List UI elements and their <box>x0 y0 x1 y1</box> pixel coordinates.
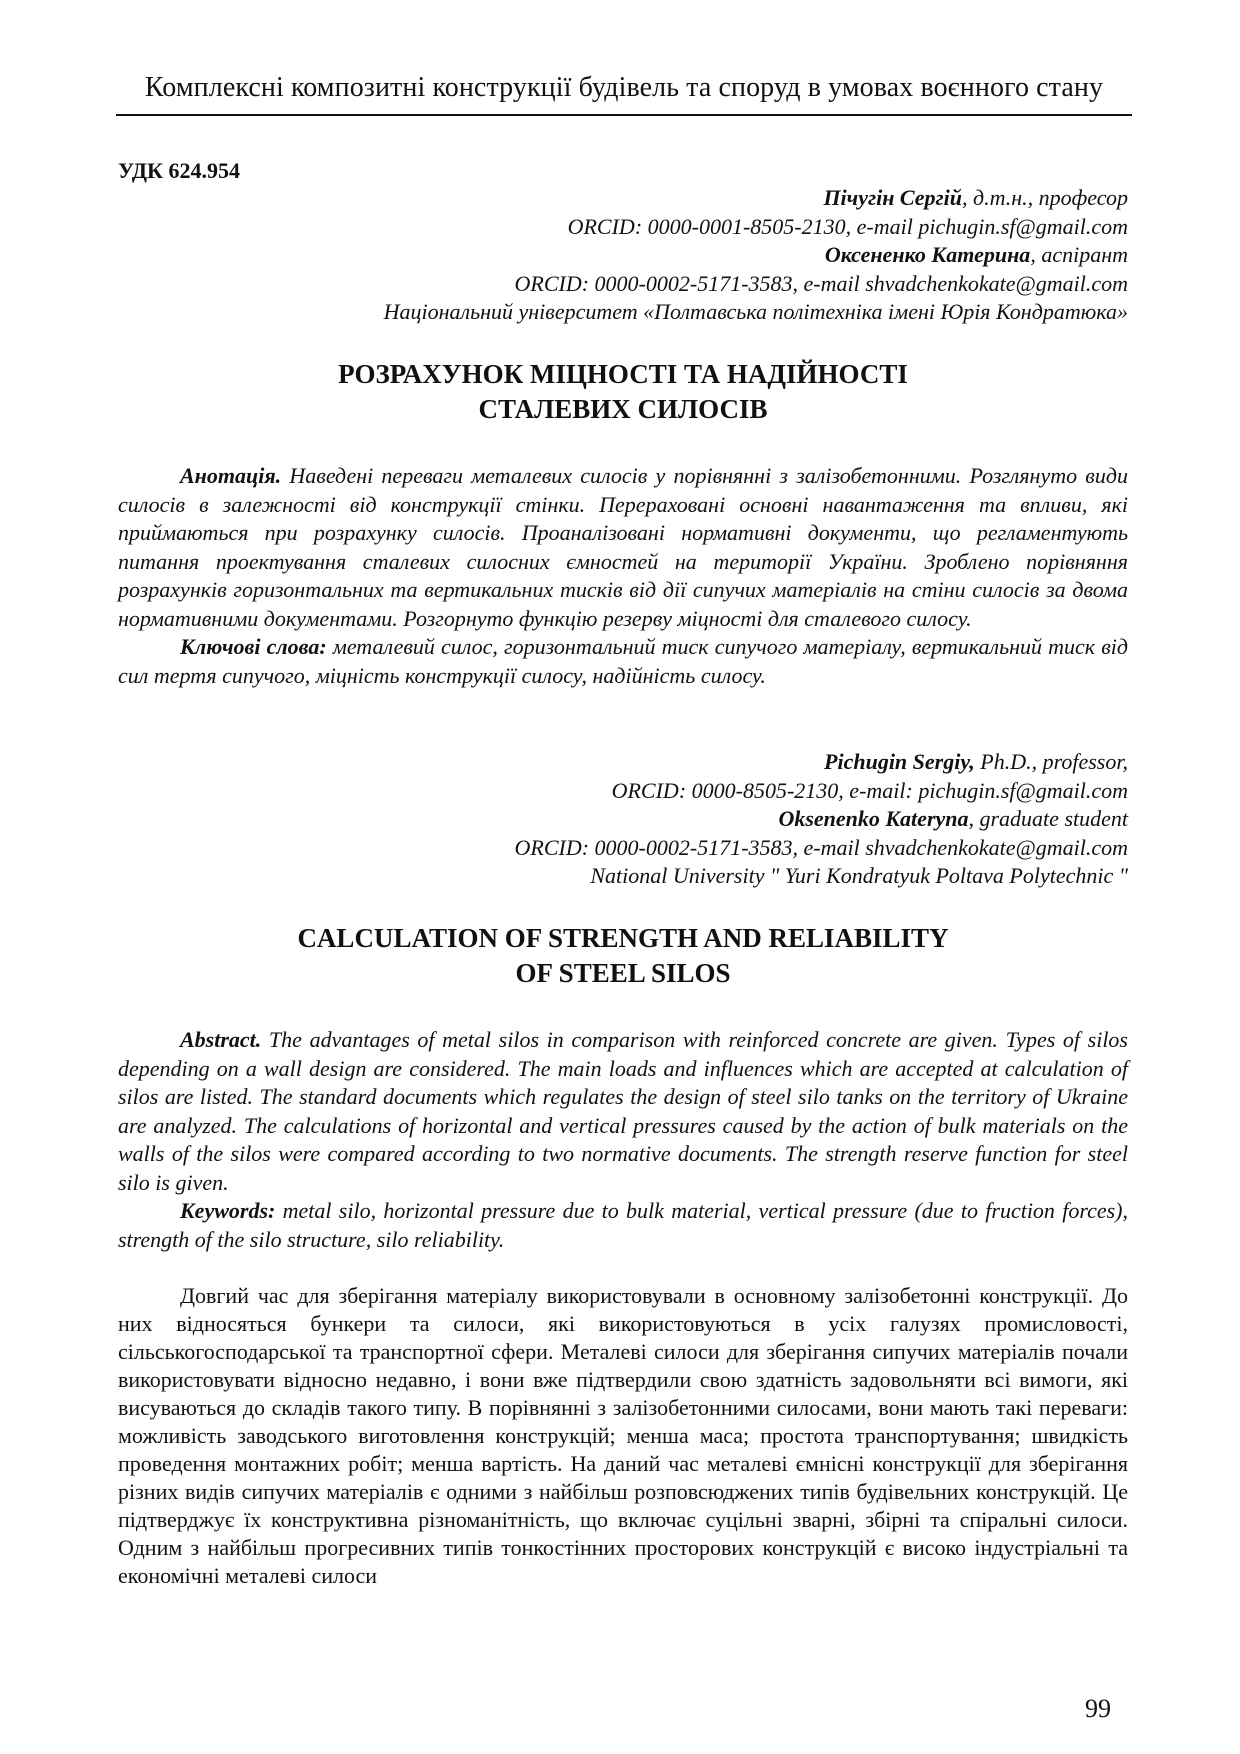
body-paragraph: Довгий час для зберігання матеріалу використовували в основному залізобетонні конструкції. До них відносяться бункери та силоси, які використовуються в усіх галузях промисловості, сільськогосподарської та транспортної сфери. Металеві силоси для зберігання сипучих матеріалів почали використовувати відносно недавно, і вони вже підтвердили свою здатність задовольняти всі вимоги, які висуваються до складів такого типу. В порівнянні з залізобетонними силосами, вони мають такі переваги: можливість заводського виготовлення конструкцій; менша маса; простота транспортування; швидкість проведення монтажних робіт; менша вартість. На даний час металеві ємнісні конструкції для зберігання різних видів сипучих матеріалів є одними з найбільш розповсюджених типів будівельних конструкцій. Це підтверджує їх конструктивна різноманітність, що включає суцільні зварні, збірні та спіральні силоси. Одним з найбільш прогресивних типів тонкостінних просторових конструкцій є високо індустріальні та економічні металеві силоси <box>118 1283 1128 1588</box>
title-ua <box>118 357 1128 427</box>
author1-en <box>118 748 1128 777</box>
author1-ua-name: Пічугін Сергій <box>823 185 962 210</box>
abstract-ua-label: Анотація. <box>180 463 282 488</box>
abstract-ua-paragraph <box>118 462 1128 633</box>
author1-en-name: Pichugin Sergiy, <box>824 749 975 774</box>
author2-ua-name: Оксененко Катерина <box>824 242 1031 267</box>
author2-ua <box>118 241 1128 270</box>
author2-en <box>118 805 1128 834</box>
institution-en: National University " Yuri Kondratyuk Poltava Polytechnic " <box>590 863 1128 888</box>
author2-en-role: , graduate student <box>968 806 1128 831</box>
abstract-en-text: The advantages of metal silos in comparison with reinforced concrete are given. Types of silos depending on a wall design are considered. The main loads and influences which are accepted at calculation of silos are listed. The standard documents which regulates the design of steel silo tanks on the territory of Ukraine are analyzed. The calculations of horizontal and vertical pressures caused by the action of bulk materials on the walls of the silos were compared according to two normative documents. The strength reserve function for steel silo is given. <box>118 1027 1128 1195</box>
udk-code: УДК 624.954 <box>118 158 241 183</box>
author1-ua-orcid: ORCID: 0000-0001-8505-2130, e-mail pichugin.sf@gmail.com <box>567 213 1128 239</box>
author1-en-role: Ph.D., professor, <box>974 749 1128 774</box>
abstract-en-label: Abstract. <box>180 1027 262 1052</box>
author1-ua <box>118 184 1128 213</box>
author2-en-name: Oksenenko Kateryna <box>778 806 969 831</box>
title-en <box>118 921 1128 991</box>
author2-ua-orcid: ORCID: 0000-0002-5171-3583, e-mail shvadchenkokate@gmail.com <box>514 270 1128 296</box>
institution-ua: Національний університет «Полтавська політехніка імені Юрія Кондратюка» <box>383 299 1128 324</box>
title-en-line1: CALCULATION OF STRENGTH AND RELIABILITY <box>297 923 949 953</box>
abstract-ua <box>118 462 1128 690</box>
keywords-ua-paragraph <box>118 633 1128 690</box>
author2-ua-role: , аспірант <box>1030 242 1128 267</box>
author1-en-orcid: ORCID: 0000-8505-2130, e-mail: pichugin.sf@gmail.com <box>611 777 1128 803</box>
keywords-ua-text: металевий силос, горизонтальний тиск сипучого матеріалу, вертикальний тиск від сил тертя сипучого, міцність конструкції силосу, надійність силосу. <box>118 634 1128 688</box>
abstract-ua-text: Наведені переваги металевих силосів у порівнянні з залізобетонними. Розглянуто види силосів в залежності від конструкції стінки. Перераховані основні навантаження та впливи, які приймаються при розрахунку силосів. Проаналізовані нормативні документи, що регламентують питання проектування сталевих силосних ємностей на території України. Зроблено порівняння розрахунків горизонтальних та вертикальних тисків від дії сипучих матеріалів на стіни силосів за двома нормативними документами. Розгорнуто функцію резерву міцності для сталевого силосу. <box>118 463 1128 631</box>
abstract-en-paragraph <box>118 1026 1128 1197</box>
author1-ua-role: , д.т.н., професор <box>961 185 1128 210</box>
title-ua-line2: СТАЛЕВИХ СИЛОСІВ <box>478 394 768 424</box>
author2-en-orcid: ORCID: 0000-0002-5171-3583, e-mail shvadchenkokate@gmail.com <box>514 834 1128 860</box>
title-ua-line1: РОЗРАХУНОК МІЦНОСТІ ТА НАДІЙНОСТІ <box>338 359 908 389</box>
keywords-en-text: metal silo, horizontal pressure due to bulk material, vertical pressure (due to fruction forces), strength of the silo structure, silo reliability. <box>118 1198 1128 1252</box>
authors-ua <box>118 184 1128 327</box>
keywords-ua-label: Ключові слова: <box>180 634 327 659</box>
keywords-en-paragraph <box>118 1197 1128 1254</box>
page-number: 99 <box>1085 1694 1111 1723</box>
title-en-line2: OF STEEL SILOS <box>515 958 731 988</box>
authors-en <box>118 748 1128 891</box>
abstract-en <box>118 1026 1128 1254</box>
header-divider <box>116 114 1132 116</box>
running-header: Комплексні композитні конструкції будівель та споруд в умовах воєнного стану <box>144 72 1104 103</box>
keywords-en-label: Keywords: <box>180 1198 276 1223</box>
